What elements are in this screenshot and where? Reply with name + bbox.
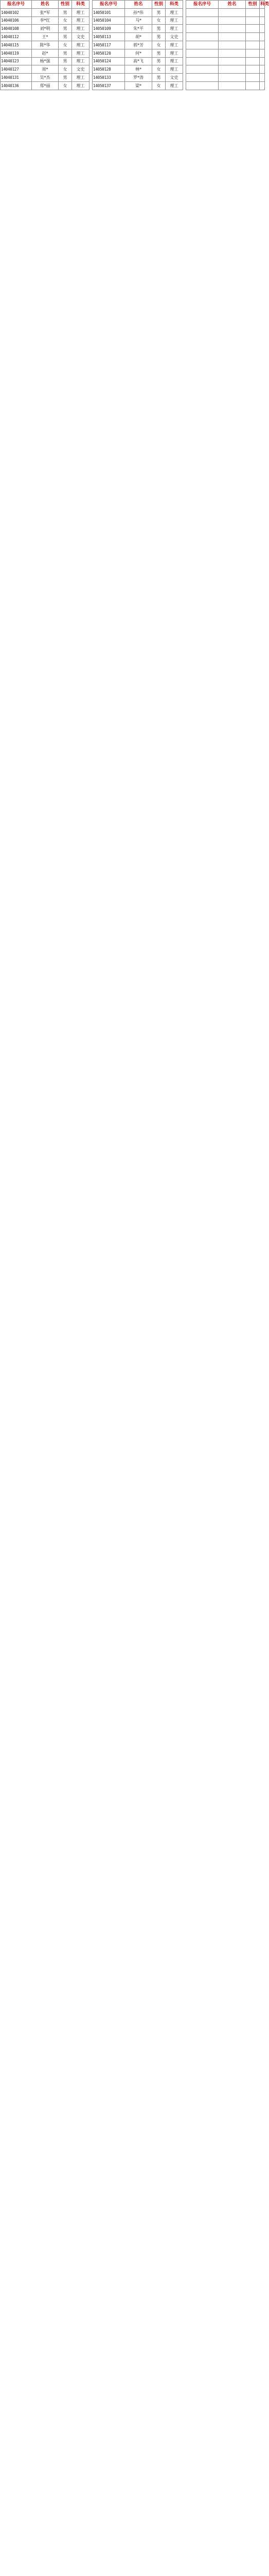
cell-name: 郑*丽 <box>32 81 59 90</box>
table-row <box>1 16 265 25</box>
cell-gender: 女 <box>152 41 166 49</box>
cell-gender: 男 <box>152 74 166 82</box>
cell-name: 郭*芳 <box>125 41 152 49</box>
cell-category: 理工 <box>166 81 183 90</box>
cell-name: 朱*平 <box>125 25 152 33</box>
cell-gender: 女 <box>59 16 72 25</box>
cell-name: 林* <box>125 65 152 74</box>
empty-cell <box>219 41 246 49</box>
empty-cell <box>186 41 219 49</box>
cell-category: 理工 <box>72 81 89 90</box>
table-row <box>1 57 265 65</box>
empty-cell <box>219 74 246 82</box>
cell-category: 文史 <box>166 33 183 41</box>
cell-id: 14050133 <box>93 74 125 82</box>
cell-gender: 男 <box>152 33 166 41</box>
empty-cell <box>186 25 219 33</box>
cell-name: 何* <box>125 49 152 57</box>
cell-gender: 女 <box>152 81 166 90</box>
header-id: 报名序号 <box>1 1 32 9</box>
cell-name: 吴*杰 <box>32 74 59 82</box>
empty-cell <box>260 41 265 49</box>
empty-cell <box>246 81 260 90</box>
cell-name: 高*飞 <box>125 57 152 65</box>
cell-category: 文史 <box>166 74 183 82</box>
empty-cell <box>219 81 246 90</box>
cell-name: 杨*强 <box>32 57 59 65</box>
cell-id: 14050124 <box>93 57 125 65</box>
cell-gender: 女 <box>59 41 72 49</box>
empty-cell <box>219 16 246 25</box>
empty-cell <box>219 65 246 74</box>
cell-name: 周* <box>32 65 59 74</box>
cell-category: 理工 <box>166 25 183 33</box>
empty-cell <box>186 16 219 25</box>
cell-id: 14040119 <box>1 49 32 57</box>
cell-gender: 女 <box>152 16 166 25</box>
empty-cell <box>186 74 219 82</box>
header-gender: 性别 <box>246 1 260 9</box>
cell-id: 14050117 <box>93 41 125 49</box>
cell-id: 14040136 <box>1 81 32 90</box>
header-gender: 性别 <box>59 1 72 9</box>
cell-category: 理工 <box>72 41 89 49</box>
empty-cell <box>186 57 219 65</box>
cell-id: 14040102 <box>1 8 32 16</box>
cell-name: 梁* <box>125 81 152 90</box>
table-row <box>1 81 265 90</box>
cell-name: 陈*华 <box>32 41 59 49</box>
empty-cell <box>260 16 265 25</box>
cell-category: 理工 <box>72 74 89 82</box>
cell-gender: 男 <box>152 25 166 33</box>
empty-cell <box>186 49 219 57</box>
empty-cell <box>246 16 260 25</box>
cell-name: 胡* <box>125 33 152 41</box>
cell-category: 理工 <box>166 49 183 57</box>
cell-category: 理工 <box>72 57 89 65</box>
empty-cell <box>186 81 219 90</box>
empty-cell <box>246 8 260 16</box>
header-name: 姓名 <box>32 1 59 9</box>
table-row <box>1 25 265 33</box>
cell-id: 14040127 <box>1 65 32 74</box>
empty-cell <box>260 57 265 65</box>
cell-name: 王* <box>32 33 59 41</box>
cell-category: 理工 <box>72 49 89 57</box>
empty-cell <box>246 49 260 57</box>
empty-cell <box>186 33 219 41</box>
empty-cell <box>260 33 265 41</box>
table-row <box>1 74 265 82</box>
empty-cell <box>246 57 260 65</box>
cell-id: 14040106 <box>1 16 32 25</box>
empty-cell <box>246 74 260 82</box>
header-name: 姓名 <box>219 1 246 9</box>
empty-cell <box>219 8 246 16</box>
header-category: 科类 <box>166 1 183 9</box>
cell-gender: 男 <box>59 8 72 16</box>
empty-cell <box>186 8 219 16</box>
cell-name: 李*红 <box>32 16 59 25</box>
cell-id: 14050120 <box>93 49 125 57</box>
empty-cell <box>260 49 265 57</box>
empty-cell <box>246 65 260 74</box>
cell-gender: 男 <box>152 8 166 16</box>
cell-id: 14040112 <box>1 33 32 41</box>
table-row <box>1 41 265 49</box>
header-gender: 性别 <box>152 1 166 9</box>
table-row <box>1 49 265 57</box>
header-row <box>1 1 265 9</box>
cell-category: 理工 <box>166 41 183 49</box>
cell-gender: 女 <box>152 65 166 74</box>
empty-cell <box>260 74 265 82</box>
header-category: 科类 <box>72 1 89 9</box>
cell-id: 14050137 <box>93 81 125 90</box>
cell-id: 14040123 <box>1 57 32 65</box>
empty-cell <box>219 33 246 41</box>
header-id: 报名序号 <box>186 1 219 9</box>
cell-gender: 男 <box>152 49 166 57</box>
empty-cell <box>219 57 246 65</box>
cell-category: 理工 <box>166 57 183 65</box>
cell-id: 14050128 <box>93 65 125 74</box>
cell-category: 文史 <box>72 33 89 41</box>
empty-cell <box>260 8 265 16</box>
cell-name: 刘*明 <box>32 25 59 33</box>
cell-name: 张*军 <box>32 8 59 16</box>
cell-id: 14040131 <box>1 74 32 82</box>
empty-cell <box>246 33 260 41</box>
cell-category: 理工 <box>72 16 89 25</box>
cell-id: 14040115 <box>1 41 32 49</box>
empty-cell <box>246 41 260 49</box>
cell-category: 理工 <box>72 25 89 33</box>
empty-cell <box>186 65 219 74</box>
header-name: 姓名 <box>125 1 152 9</box>
cell-gender: 女 <box>59 65 72 74</box>
table-row <box>1 65 265 74</box>
cell-category: 理工 <box>166 65 183 74</box>
empty-cell <box>260 81 265 90</box>
empty-cell <box>260 65 265 74</box>
admission-list-table <box>0 0 269 90</box>
header-category: 科类 <box>260 1 265 9</box>
cell-name: 孙*伟 <box>125 8 152 16</box>
empty-cell <box>246 25 260 33</box>
table-row <box>1 33 265 41</box>
cell-category: 理工 <box>166 8 183 16</box>
cell-id: 14050101 <box>93 8 125 16</box>
cell-category: 理工 <box>166 16 183 25</box>
cell-id: 14050109 <box>93 25 125 33</box>
empty-cell <box>260 25 265 33</box>
cell-id: 14050113 <box>93 33 125 41</box>
cell-gender: 男 <box>59 49 72 57</box>
cell-gender: 男 <box>59 25 72 33</box>
cell-name: 赵* <box>32 49 59 57</box>
cell-category: 文史 <box>72 65 89 74</box>
cell-gender: 女 <box>59 81 72 90</box>
cell-gender: 男 <box>59 57 72 65</box>
empty-cell <box>219 49 246 57</box>
empty-cell <box>219 25 246 33</box>
cell-id: 14040108 <box>1 25 32 33</box>
header-id: 报名序号 <box>93 1 125 9</box>
cell-gender: 男 <box>59 33 72 41</box>
cell-name: 罗*涛 <box>125 74 152 82</box>
cell-gender: 男 <box>152 57 166 65</box>
cell-name: 马* <box>125 16 152 25</box>
cell-gender: 男 <box>59 74 72 82</box>
cell-id: 14050104 <box>93 16 125 25</box>
table-row <box>1 8 265 16</box>
cell-category: 理工 <box>72 8 89 16</box>
